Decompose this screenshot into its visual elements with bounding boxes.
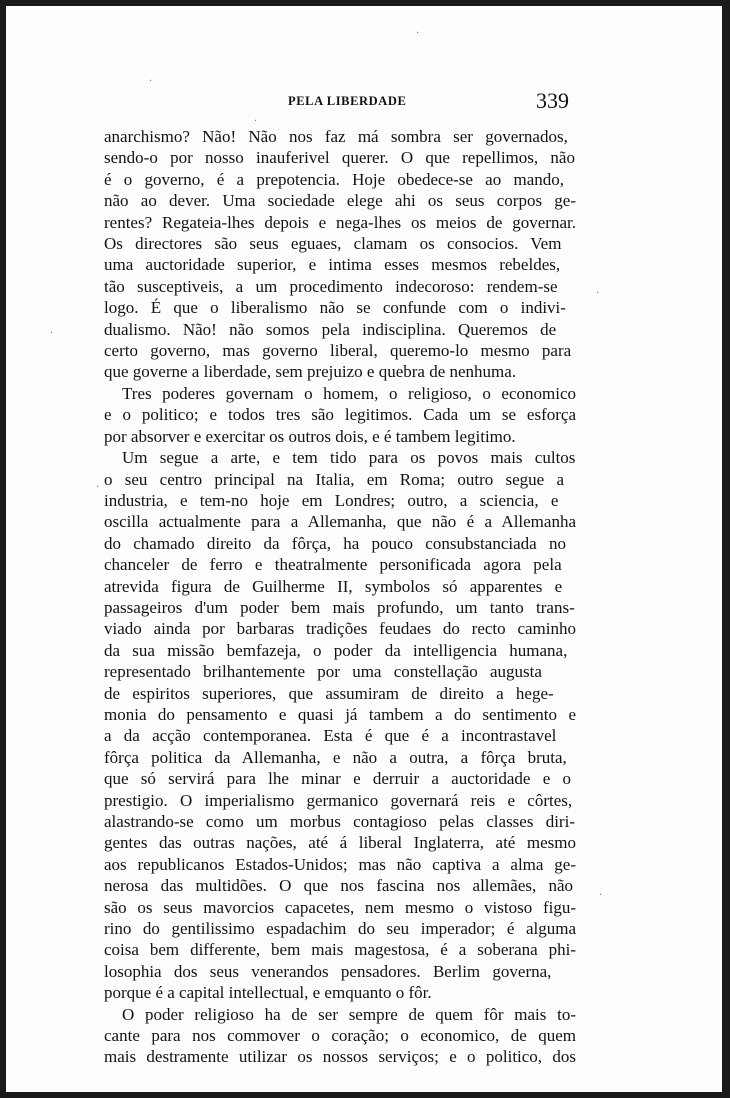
text-line: é o governo, é a prepotencia. Hoje obedece-se ao mando, [104,169,564,189]
text-line: gentes das outras nações, até á liberal Inglaterra, até mesmo [104,833,576,853]
text-line: não ao dever. Uma sociedade elege ahi os seus corpos ge- [104,191,576,211]
text-line: representado brilhantemente por uma constellação augusta [104,662,542,682]
ink-speck: · [96,482,100,493]
text-line: monia do pensamento e quasi já tambem a do sentimento e [104,704,576,724]
text-line: do chamado direito da fôrça, ha pouco consubstanciada no [104,533,566,553]
text-line: rentes? Regateia-lhes depois e nega-lhes os meios de governar. [104,212,576,232]
ink-speck: · [416,28,420,39]
text-line: que governe a liberdade, sem prejuizo e quebra de nenhuma. [104,362,517,382]
text-line: são os seus mavorcios capacetes, nem mesmo o vistoso figu- [104,897,576,917]
text-line: logo. É que o liberalismo não se confunde com o indivi- [104,298,566,318]
text-line: O poder religioso ha de ser sempre de quem fôr mais to- [122,1004,576,1024]
text-line: nerosa das multidões. O que nos fascina nos allemães, não [104,876,574,896]
page-number: 339 [536,88,569,113]
text-line: Um segue a arte, e tem tido para os povos mais cultos [122,448,576,468]
body-text [104,126,576,1068]
text-line: de espiritos superiores, que assumiram de direito a hege- [104,683,554,703]
page-header [6,88,722,118]
text-line: da sua missão bemfazeja, o poder da intelligencia humana, [104,640,568,660]
book-page [6,6,722,1092]
ink-speck: · [599,890,603,901]
text-line: mais destramente utilizar os nossos serviços; e o politico, dos [104,1047,576,1067]
text-line: viado ainda por barbaras tradições feudaes do recto caminho [104,619,576,639]
text-line: fôrça politica da Allemanha, e não a outra, a fôrça bruta, [104,747,567,767]
text-line: e o politico; e todos tres são legitimos. Cada um se esforça [104,405,576,425]
text-line: por absorver e exercitar os outros dois, e é tambem legitimo. [104,426,516,446]
text-line: anarchismo? Não! Não nos faz má sombra ser governados, [104,127,568,146]
text-line: oscilla actualmente para a Allemanha, que não é a Allemanha [104,512,576,532]
text-line: coisa bem differente, bem mais magestosa, é a soberana phi- [104,940,576,960]
text-line: o seu centro principal na Italia, em Roma; outro segue a [104,469,565,489]
text-line: prestigio. O imperialismo germanico governará reis e côrtes, [104,790,573,810]
running-title: PELA LIBERDADE [288,94,407,108]
text-line: aos republicanos Estados-Unidos; mas não captiva a alma ge- [104,854,576,874]
text-line: que só servirá para lhe minar e derruir a auctoridade e o [104,769,572,789]
ink-speck: · [254,116,258,127]
ink-speck: · [50,328,54,339]
text-line: alastrando-se como um morbus contagioso pelas classes diri- [104,812,575,831]
ink-speck: · [149,76,153,87]
text-line: rino do gentilissimo espadachim do seu imperador; é alguma [104,919,576,939]
text-line: dualismo. Não! não somos pela indisciplina. Queremos de [104,319,557,339]
text-line: porque é a capital intellectual, e emquanto o fôr. [104,983,432,1003]
text-line: a da acção contemporanea. Esta é que é a incontrastavel [104,726,557,746]
text-line: atrevida figura de Guilherme II, symbolos só apparentes e [104,576,563,596]
ink-speck: · [596,288,600,299]
text-line: losophia dos seus venerandos pensadores. Berlim governa, [104,961,552,981]
text-line: Tres poderes governam o homem, o religioso, o economico [122,383,576,403]
text-line: certo governo, mas governo liberal, queremo-lo mesmo para [104,341,572,361]
text-line: passageiros d'um poder bem mais profundo, um tanto trans- [104,597,575,617]
text-line: cante para nos commover o coração; o economico, de quem [104,1026,576,1046]
text-line: tão susceptiveis, a um procedimento indecoroso: rendem-se [104,276,558,296]
text-line: uma auctoridade superior, e intima esses mesmos rebeldes, [104,255,561,275]
text-line: chanceler de ferro e theatralmente personificada agora pela [104,555,562,575]
text-line: Os directores são seus eguaes, clamam os consocios. Vem [104,234,562,254]
text-line: industria, e tem-no hoje em Londres; outro, a sciencia, e [104,490,559,510]
text-line: sendo-o por nosso inauferivel querer. O que repellimos, não [104,148,575,168]
